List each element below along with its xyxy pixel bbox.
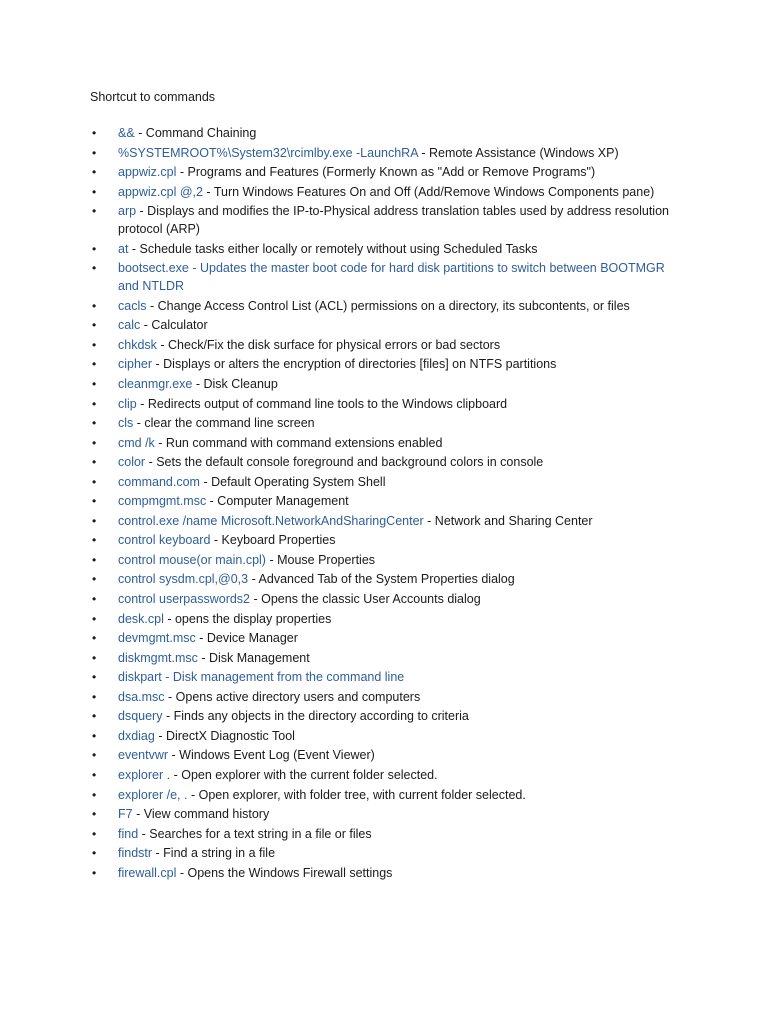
command-link[interactable]: control.exe /name Microsoft.NetworkAndSharingCenter — [118, 513, 424, 528]
command-description: - Advanced Tab of the System Properties dialog — [248, 572, 515, 587]
bullet-icon: • — [92, 650, 97, 665]
command-description: - Searches for a text string in a file or files — [138, 826, 372, 841]
bullet-icon: • — [92, 184, 97, 199]
command-description: - View command history — [132, 807, 270, 822]
bullet-icon: • — [92, 709, 97, 724]
command-description: - Mouse Properties — [265, 552, 376, 567]
list-item — [0, 668, 768, 686]
bullet-icon: • — [92, 455, 97, 470]
command-description: - opens the display properties — [163, 611, 332, 626]
command-link[interactable]: explorer . — [118, 767, 171, 782]
list-item — [0, 746, 768, 764]
command-link[interactable]: cleanmgr.exe — [118, 377, 193, 392]
list-item — [0, 649, 768, 667]
list-item — [0, 124, 768, 142]
list-item — [0, 375, 768, 393]
list-item — [0, 551, 768, 569]
bullet-icon: • — [92, 865, 97, 880]
bullet-icon: • — [92, 826, 97, 841]
bullet-icon: • — [92, 572, 97, 587]
command-description: - Check/Fix the disk surface for physical errors or bad sectors — [156, 337, 501, 352]
bullet-icon: • — [92, 145, 97, 160]
list-item — [0, 766, 768, 784]
command-description: - Opens the Windows Firewall settings — [176, 865, 393, 880]
command-description: - Turn Windows Features On and Off (Add/Remove Windows Components pane) — [202, 184, 655, 199]
command-link[interactable]: find — [118, 826, 139, 841]
command-description: - Redirects output of command line tools to the Windows clipboard — [136, 396, 508, 411]
command-link[interactable]: control userpasswords2 — [118, 592, 251, 607]
list-item — [0, 240, 768, 258]
command-link[interactable]: at — [118, 241, 129, 256]
command-link[interactable]: cipher — [118, 357, 153, 372]
list-item — [0, 825, 768, 843]
command-link[interactable]: explorer /e, . — [118, 787, 188, 802]
command-link[interactable]: dsquery — [118, 709, 163, 724]
page-title: Shortcut to commands — [90, 90, 216, 104]
list-item — [0, 414, 768, 432]
command-description: - Change Access Control List (ACL) permissions on a directory, its subcontents, or files — [146, 298, 630, 313]
list-item — [0, 492, 768, 510]
command-description: - DirectX Diagnostic Tool — [154, 728, 295, 743]
command-description: - Finds any objects in the directory according to criteria — [162, 709, 469, 724]
command-description: - Open explorer, with folder tree, with current folder selected. — [187, 787, 526, 802]
bullet-icon: • — [92, 611, 97, 626]
list-item — [0, 183, 768, 201]
bullet-icon: • — [92, 670, 97, 685]
command-link[interactable]: findstr — [118, 846, 153, 861]
list-item — [0, 688, 768, 706]
bullet-icon: • — [92, 728, 97, 743]
command-description: - Run command with command extensions enabled — [154, 435, 443, 450]
command-link[interactable]: cacls — [118, 298, 147, 313]
list-item — [0, 805, 768, 823]
command-description: - Opens active directory users and computers — [164, 689, 421, 704]
list-item — [0, 259, 768, 295]
bullet-icon: • — [92, 533, 97, 548]
command-description: - clear the command line screen — [133, 416, 315, 431]
command-description: - Disk Cleanup — [192, 377, 278, 392]
command-description-link[interactable]: - Updates the master boot code for hard disk partitions to switch between BOOTMGR and NTLDR — [118, 261, 665, 294]
bullet-icon: • — [92, 552, 97, 567]
bullet-icon: • — [92, 689, 97, 704]
command-description: - Open explorer with the current folder selected. — [170, 767, 438, 782]
list-item — [0, 531, 768, 549]
command-link[interactable]: desk.cpl — [118, 611, 164, 626]
bullet-icon: • — [92, 592, 97, 607]
command-link[interactable]: F7 — [118, 807, 133, 822]
bullet-icon: • — [92, 846, 97, 861]
command-description-link[interactable]: - Disk management from the command line — [161, 670, 405, 685]
command-link[interactable]: color — [118, 455, 146, 470]
command-link[interactable]: control mouse(or main.cpl) — [118, 552, 266, 567]
command-description: - Disk Management — [197, 650, 310, 665]
command-description: - Computer Management — [206, 494, 349, 509]
list-item — [0, 629, 768, 647]
command-description: - Device Manager — [195, 631, 298, 646]
command-description: - Displays or alters the encryption of directories [files] on NTFS partitions — [152, 357, 557, 372]
command-description: - Command Chaining — [134, 126, 257, 140]
bullet-icon: • — [92, 126, 97, 140]
command-link[interactable]: control keyboard — [118, 533, 211, 548]
bullet-icon: • — [92, 298, 97, 313]
bullet-icon: • — [92, 357, 97, 372]
bullet-icon: • — [92, 513, 97, 528]
command-link[interactable]: dxdiag — [118, 728, 155, 743]
command-list — [0, 124, 768, 883]
command-link[interactable]: chkdsk — [118, 337, 157, 352]
command-description: - Keyboard Properties — [210, 533, 336, 548]
bullet-icon: • — [92, 204, 97, 219]
list-item — [0, 473, 768, 491]
list-item — [0, 395, 768, 413]
bullet-icon: • — [92, 787, 97, 802]
list-item — [0, 786, 768, 804]
command-link[interactable]: compmgmt.msc — [118, 494, 207, 509]
list-item — [0, 610, 768, 628]
bullet-icon: • — [92, 165, 97, 180]
bullet-icon: • — [92, 396, 97, 411]
command-description: - Programs and Features (Formerly Known as "Add or Remove Programs") — [176, 165, 596, 180]
list-item — [0, 202, 768, 238]
bullet-icon: • — [92, 474, 97, 489]
command-link[interactable]: firewall.cpl — [118, 865, 177, 880]
command-link[interactable]: devmgmt.msc — [118, 631, 196, 646]
command-link[interactable]: %SYSTEMROOT%\System32\rcimlby.exe -LaunchRA — [118, 145, 418, 160]
bullet-icon: • — [92, 416, 97, 431]
command-link[interactable]: diskmgmt.msc — [118, 650, 198, 665]
command-description: - Default Operating System Shell — [199, 474, 386, 489]
list-item — [0, 512, 768, 530]
bullet-icon: • — [92, 337, 97, 352]
list-item — [0, 844, 768, 862]
bullet-icon: • — [92, 494, 97, 509]
command-description: - Windows Event Log (Event Viewer) — [168, 748, 375, 763]
list-item — [0, 297, 768, 315]
command-description: - Schedule tasks either locally or remotely without using Scheduled Tasks — [128, 241, 538, 256]
command-link[interactable]: diskpart — [118, 670, 162, 685]
bullet-icon: • — [92, 241, 97, 256]
bullet-icon: • — [92, 807, 97, 822]
command-description: - Displays and modifies the IP-to-Physical address translation tables used by address resolution protocol (ARP) — [118, 204, 669, 237]
list-item — [0, 336, 768, 354]
command-link[interactable]: clip — [118, 396, 137, 411]
command-link[interactable]: appwiz.cpl @,2 — [118, 184, 203, 199]
command-link[interactable]: control sysdm.cpl,@0,3 — [118, 572, 249, 587]
command-link[interactable]: command.com — [118, 474, 200, 489]
list-item — [0, 727, 768, 745]
list-item — [0, 355, 768, 373]
bullet-icon: • — [92, 767, 97, 782]
list-item — [0, 144, 768, 162]
command-link[interactable]: eventvwr — [118, 748, 169, 763]
list-item — [0, 707, 768, 725]
bullet-icon: • — [92, 261, 97, 276]
command-link[interactable]: cmd /k — [118, 435, 155, 450]
bullet-icon: • — [92, 377, 97, 392]
command-description: - Find a string in a file — [152, 846, 276, 861]
list-item — [0, 570, 768, 588]
command-link[interactable]: calc — [118, 318, 141, 333]
command-link[interactable]: appwiz.cpl — [118, 165, 177, 180]
bullet-icon: • — [92, 748, 97, 763]
list-item — [0, 434, 768, 452]
command-link[interactable]: && — [118, 126, 135, 140]
command-link[interactable]: bootsect.exe — [118, 261, 189, 276]
list-item — [0, 864, 768, 882]
list-item — [0, 453, 768, 471]
command-description: - Calculator — [140, 318, 208, 333]
list-item — [0, 316, 768, 334]
command-link[interactable]: arp — [118, 204, 137, 219]
bullet-icon: • — [92, 435, 97, 450]
command-description: - Remote Assistance (Windows XP) — [417, 145, 619, 160]
command-description: - Network and Sharing Center — [423, 513, 593, 528]
bullet-icon: • — [92, 631, 97, 646]
command-link[interactable]: cls — [118, 416, 134, 431]
command-link[interactable]: dsa.msc — [118, 689, 165, 704]
command-description: - Opens the classic User Accounts dialog — [250, 592, 481, 607]
bullet-icon: • — [92, 318, 97, 333]
command-description: - Sets the default console foreground and background colors in console — [145, 455, 544, 470]
list-item — [0, 163, 768, 181]
list-item — [0, 590, 768, 608]
